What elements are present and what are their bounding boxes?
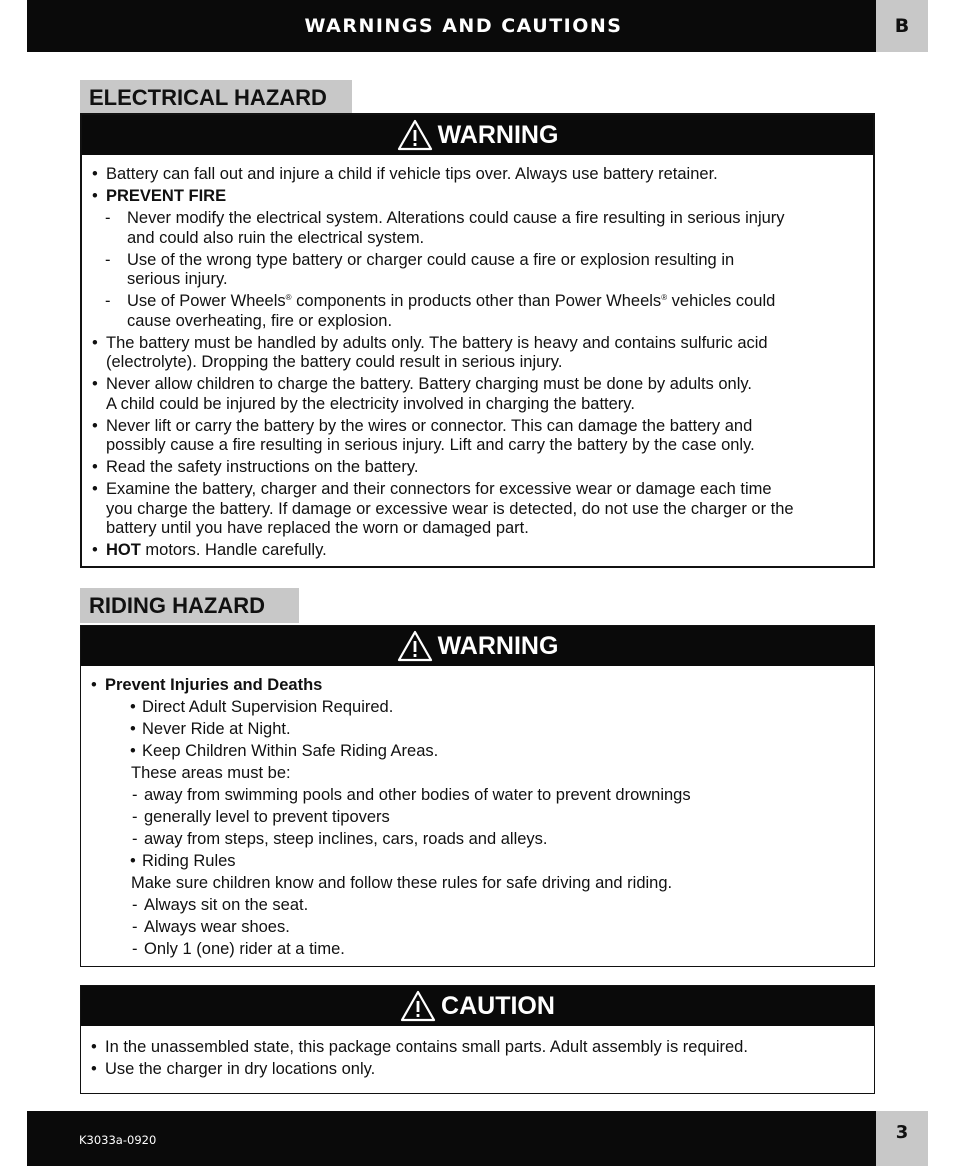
header-bar — [27, 0, 876, 52]
footer-bar — [27, 1111, 876, 1166]
registered-mark: ® — [661, 293, 668, 302]
list-item: • Never allow children to charge the battery. Battery charging must be done by adults only. A child could be injured by the electricity involved in charging the battery. — [92, 375, 873, 414]
document-code: K3033a-0920 — [79, 1133, 157, 1147]
list-item: - Only 1 (one) rider at a time. — [91, 940, 874, 960]
warning-triangle-icon — [400, 990, 436, 1022]
list-item: • Prevent Injuries and Deaths — [91, 676, 874, 696]
list-item: These areas must be: — [131, 764, 291, 782]
list-item: - Always wear shoes. — [91, 918, 874, 938]
list-item: • Direct Adult Supervision Required. — [91, 698, 874, 718]
riding-warning-header — [81, 626, 874, 666]
electrical-warning-box — [80, 113, 875, 568]
registered-mark: ® — [285, 293, 292, 302]
list-item: • In the unassembled state, this package contains small parts. Adult assembly is required. — [91, 1038, 874, 1058]
electrical-warning-title: WARNING — [437, 120, 559, 149]
list-item: - Never modify the electrical system. Alterations could cause a fire resulting in serious injury and could also ruin the electrical system. — [92, 209, 873, 248]
list-item: • HOT motors. Handle carefully. — [92, 541, 873, 561]
electrical-warning-list — [82, 155, 873, 561]
caution-header — [81, 986, 874, 1026]
riding-hazard-heading: RIDING HAZARD — [80, 588, 299, 623]
list-item: • The battery must be handled by adults only. The battery is heavy and contains sulfuric acid (electrolyte). Dropping the battery could result in serious injury. — [92, 334, 873, 373]
list-item: - Always sit on the seat. — [91, 896, 874, 916]
list-item: • Examine the battery, charger and their connectors for excessive wear or damage each time you charge the battery. If damage or excessive wear is detected, do not use the charger or the battery until you have replaced the worn or damaged part. — [92, 480, 873, 539]
list-item: - Use of the wrong type battery or charger could cause a fire or explosion resulting in serious injury. — [92, 251, 873, 290]
section-letter-tab: B — [876, 0, 928, 52]
list-item: • Keep Children Within Safe Riding Areas. — [91, 742, 874, 762]
list-item: - away from swimming pools and other bodies of water to prevent drownings — [91, 786, 874, 806]
list-item: • Battery can fall out and injure a child if vehicle tips over. Always use battery retainer. — [92, 165, 873, 185]
list-item: • Never lift or carry the battery by the wires or connector. This can damage the battery and possibly cause a fire resulting in serious injury. Lift and carry the battery by the case only. — [92, 417, 873, 456]
list-item: - away from steps, steep inclines, cars, roads and alleys. — [91, 830, 874, 850]
page-header-title: WARNINGS AND CAUTIONS — [304, 15, 623, 37]
warning-triangle-icon — [397, 630, 433, 662]
list-item: • Never Ride at Night. — [91, 720, 874, 740]
list-item: Make sure children know and follow these rules for safe driving and riding. — [131, 874, 673, 892]
list-item: - Use of Power Wheels® components in products other than Power Wheels® vehicles could cause overheating, fire or explosion. — [92, 292, 873, 331]
list-item: • Read the safety instructions on the battery. — [92, 458, 873, 478]
caution-box — [80, 985, 875, 1094]
electrical-warning-header — [82, 115, 873, 155]
list-item: • Use the charger in dry locations only. — [91, 1060, 874, 1080]
warning-triangle-icon — [397, 119, 433, 151]
page-number: 3 — [876, 1111, 928, 1166]
riding-warning-list — [81, 666, 874, 960]
riding-warning-title: WARNING — [437, 631, 559, 660]
electrical-hazard-heading: ELECTRICAL HAZARD — [80, 80, 352, 115]
caution-list — [81, 1026, 874, 1080]
caution-title: CAUTION — [441, 991, 555, 1020]
list-item: - generally level to prevent tipovers — [91, 808, 874, 828]
list-item: • Riding Rules — [91, 852, 874, 872]
riding-warning-box — [80, 625, 875, 967]
list-item: • PREVENT FIRE — [92, 187, 873, 207]
